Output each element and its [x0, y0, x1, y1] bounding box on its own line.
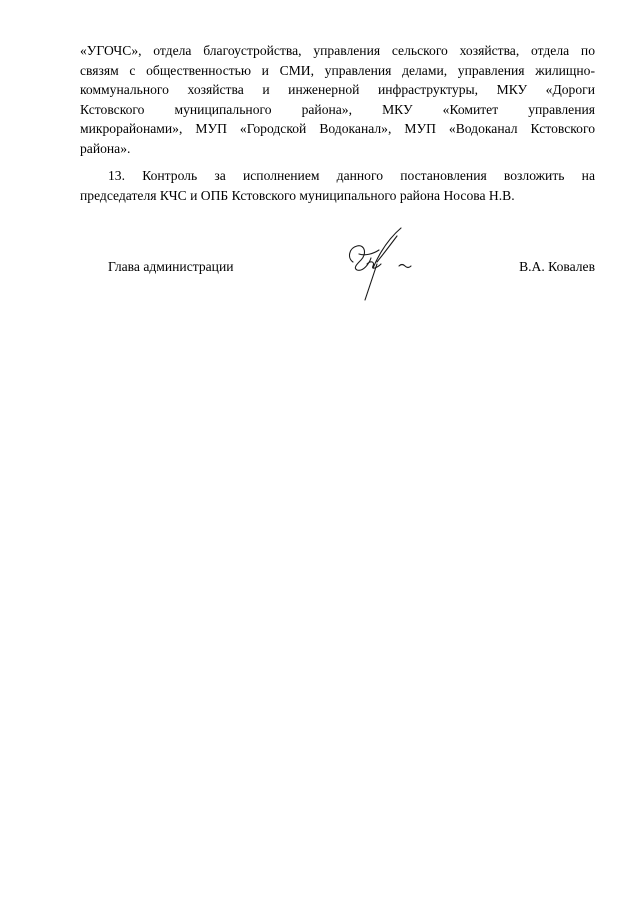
text-line: района». [80, 140, 131, 156]
signatory-title: Глава администрации [108, 259, 234, 274]
text-line: «УГОЧС», отдела благоустройства, управления сельского хозяйства, отдела по [80, 43, 595, 58]
paragraph-continuation [80, 41, 595, 158]
text-line: коммунального хозяйства и инженерной инфраструктуры, МКУ «Дороги [80, 82, 595, 97]
signature-block [80, 256, 595, 316]
text-line: председателя КЧС и ОПБ Кстовского муниципального района Носова Н.В. [80, 187, 515, 203]
paragraph-13 [80, 166, 595, 205]
signatory-name: В.А. Ковалев [519, 259, 595, 274]
text-line: микрорайонами», МУП «Городской Водоканал», МУП «Водоканал Кстовского [80, 121, 595, 136]
text-line: связям с общественностью и СМИ, управления делами, управления жилищно- [80, 62, 595, 78]
text-line: 13. Контроль за исполнением данного постановления возложить на [108, 168, 595, 183]
text-line: Кстовского муниципального района», МКУ «Комитет управления [80, 101, 595, 117]
handwritten-signature [343, 224, 413, 304]
